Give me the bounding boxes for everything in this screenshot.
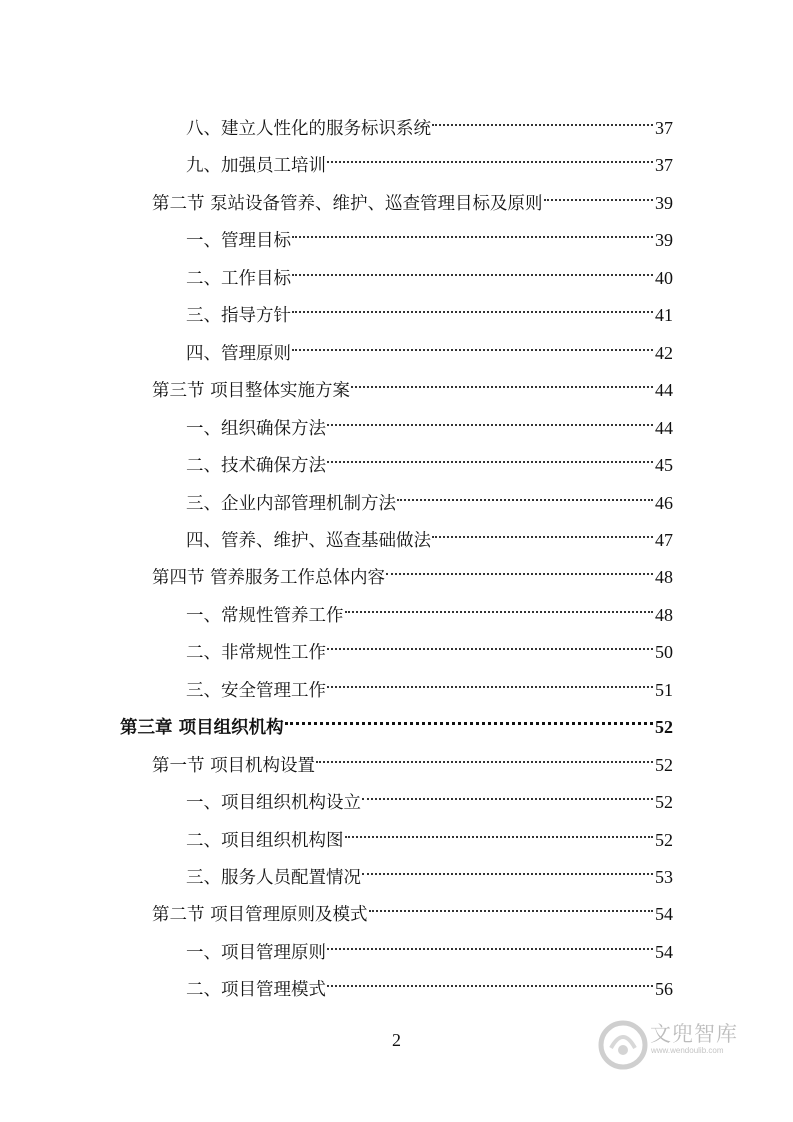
toc-entry-page: 46 [655,492,673,513]
dot-leader [432,104,655,134]
toc-item-entry[interactable] [186,666,673,701]
toc-entry-label: 三、企业内部管理机制方法 [186,493,396,514]
toc-entry-label: 第二节 泵站设备管养、维护、巡查管理目标及原则 [152,193,543,214]
toc-item-entry[interactable] [186,441,673,477]
toc-entry-page: 39 [655,230,673,251]
toc-entry-label: 三、安全管理工作 [186,680,326,701]
dot-leader [292,254,655,284]
toc-entry-label: 二、项目组织机构图 [186,830,344,851]
toc-entry-label: 一、项目组织机构设立 [186,793,361,814]
toc-entry-page: 50 [655,642,673,663]
dot-leader [327,666,655,696]
toc-section-entry[interactable] [152,179,673,214]
toc-item-entry[interactable] [186,591,673,626]
toc-item-entry[interactable] [186,928,673,963]
toc-item-entry[interactable] [186,404,673,439]
toc-chapter-entry[interactable] [120,703,673,739]
toc-item-entry[interactable] [186,254,673,289]
toc-entry-label: 一、项目管理原则 [186,942,326,963]
toc-section-entry[interactable] [152,890,673,926]
toc-entry-page: 54 [655,941,673,962]
toc-entry-label: 四、管养、维护、巡查基础做法 [186,530,431,551]
watermark-brand: 文兜智库 [650,1023,738,1046]
toc-entry-page: 44 [655,380,673,401]
toc-section-entry[interactable] [152,741,673,776]
toc-entry-page: 45 [655,455,673,476]
toc-entry-page: 37 [655,118,673,138]
toc-entry-label: 第二节 项目管理原则及模式 [152,905,368,926]
dot-leader [327,141,655,171]
toc-item-entry[interactable] [186,853,673,888]
toc-entry-label: 三、指导方针 [186,306,291,327]
dot-leader [362,853,655,883]
dot-leader [327,404,655,434]
toc-entry-label: 第四节 管养服务工作总体内容 [152,568,386,589]
toc-entry-page: 48 [655,604,673,625]
toc-entry-label: 二、项目管理模式 [186,980,326,1001]
toc-entry-page: 40 [655,267,673,288]
toc-section-entry[interactable] [152,553,673,589]
dot-leader [285,703,655,733]
toc-entry-label: 一、管理目标 [186,231,291,252]
dot-leader [432,516,655,546]
dot-leader [386,553,655,583]
toc-entry-page: 51 [655,679,673,700]
dot-leader [369,890,655,920]
dot-leader [345,816,656,846]
toc-entry-page: 52 [655,829,673,850]
dot-leader [316,741,655,771]
toc-entry-label: 第三节 项目整体实施方案 [152,381,351,402]
dot-leader [345,591,656,621]
toc-item-entry[interactable] [186,104,673,139]
toc-entry-label: 第三章 项目组织机构 [120,718,284,739]
page-number: 2 [392,1030,401,1050]
toc-entry-label: 四、管理原则 [186,343,291,364]
toc-entry-label: 三、服务人员配置情况 [186,868,361,888]
toc-item-entry[interactable] [186,778,673,814]
dot-leader [292,329,655,359]
toc-entry-label: 二、技术确保方法 [186,456,326,477]
toc-item-entry[interactable] [186,216,673,252]
toc-entry-page: 44 [655,417,673,438]
dot-leader [327,628,655,658]
toc-entry-label: 第一节 项目机构设置 [152,755,316,776]
toc-entry-page: 56 [655,979,673,1000]
dot-leader [292,291,655,321]
toc-item-entry[interactable] [186,291,673,327]
toc-entry-label: 八、建立人性化的服务标识系统 [186,119,431,139]
toc-entry-page: 54 [655,904,673,925]
dot-leader [327,928,655,958]
dot-leader [544,179,655,209]
toc-entry-page: 48 [655,567,673,588]
toc-item-entry[interactable] [186,141,673,177]
toc-entry-page: 52 [655,754,673,775]
dot-leader [351,366,655,396]
toc-entry-page: 41 [655,305,673,326]
toc-entry-label: 二、非常规性工作 [186,643,326,664]
toc-entry-page: 52 [655,792,673,813]
toc-entry-page: 52 [655,717,673,738]
toc-item-entry[interactable] [186,816,673,851]
toc-entry-label: 九、加强员工培训 [186,156,326,177]
toc-entry-label: 二、工作目标 [186,268,291,289]
toc-entry-page: 53 [655,867,673,887]
dot-leader [327,441,655,471]
dot-leader [362,778,655,808]
toc-item-entry[interactable] [186,965,673,1001]
watermark-url: www.wendoulib.com [651,1046,724,1055]
toc-entry-label: 一、常规性管养工作 [186,605,344,626]
toc-entry-page: 37 [655,155,673,176]
toc-entry-label: 一、组织确保方法 [186,418,326,439]
toc-item-entry[interactable] [186,516,673,551]
dot-leader [397,479,655,509]
toc-item-entry[interactable] [186,628,673,664]
toc-item-entry[interactable] [186,479,673,514]
toc-entry-page: 39 [655,192,673,213]
dot-leader [327,965,655,995]
toc-entry-page: 47 [655,529,673,550]
toc-item-entry[interactable] [186,329,673,364]
dot-leader [292,216,655,246]
toc-section-entry[interactable] [152,366,673,402]
toc-entry-page: 42 [655,342,673,363]
